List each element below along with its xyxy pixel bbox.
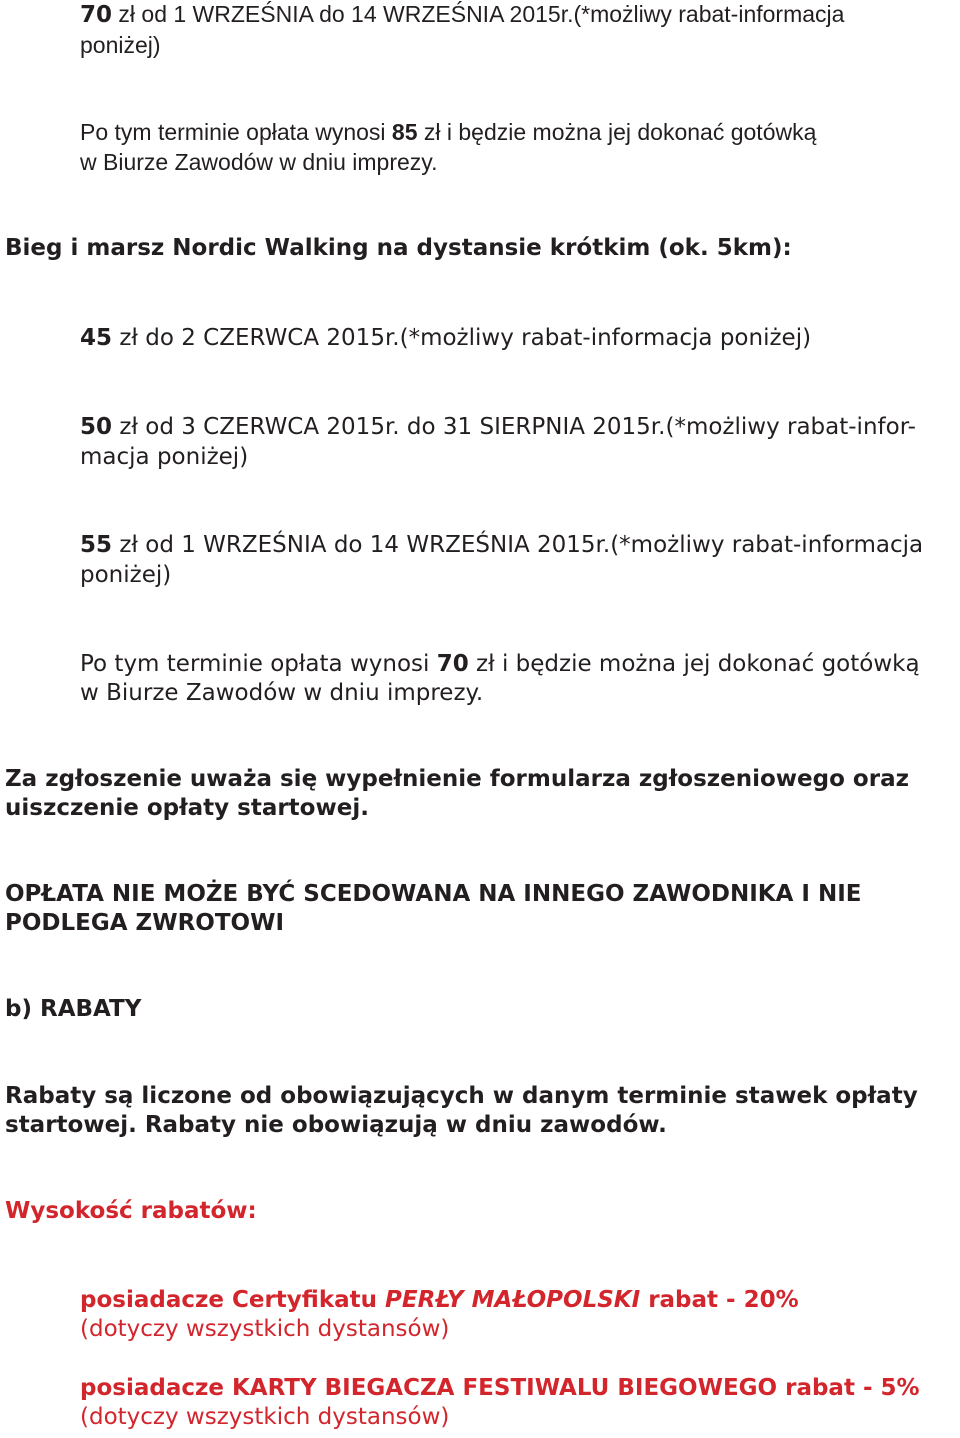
discount-amount-heading: Wysokość rabatów:	[5, 1198, 257, 1224]
registration-note-line2: uiszczenie opłaty startowej.	[5, 795, 369, 821]
price-line-55	[80, 531, 923, 560]
fee-note-line2: PODLEGA ZWROTOWI	[5, 910, 285, 936]
after-term-amount: 70	[436, 651, 469, 677]
discount-item-rate: rabat - 20%	[640, 1287, 799, 1313]
after-term-line-70-cont: w Biurze Zawodów w dniu imprezy.	[80, 680, 484, 706]
discount-item-text: posiadacze Certyfikatu	[80, 1287, 386, 1313]
after-term-text: Po tym terminie opłata wynosi	[80, 119, 392, 145]
price-line-50	[80, 413, 916, 442]
after-term-text-rest: zł i będzie można jej dokonać gotówką	[468, 651, 920, 677]
price-line-50-cont: macja poniżej)	[80, 444, 249, 470]
discount-item-karta: posiadacze KARTY BIEGACZA FESTIWALU BIEGOWEGO rabat - 5%	[80, 1375, 920, 1401]
discount-item-emphasis: PERŁY MAŁOPOLSKI	[385, 1287, 641, 1313]
price-amount: 50	[80, 414, 113, 440]
discounts-intro-line1: Rabaty są liczone od obowiązujących w danym terminie stawek opłaty	[5, 1083, 918, 1109]
price-line-45	[80, 324, 811, 353]
price-amount: 45	[80, 325, 113, 351]
after-term-line-70	[80, 650, 920, 679]
after-term-line-85	[80, 118, 816, 147]
discount-item-perly	[80, 1286, 799, 1315]
after-term-line-85-cont: w Biurze Zawodów w dniu imprezy.	[80, 149, 438, 175]
after-term-text-rest: zł i będzie można jej dokonać gotówką	[417, 119, 817, 145]
price-details: zł od 1 WRZEŚNIA do 14 WRZEŚNIA 2015r.(*możliwy rabat-informacja	[112, 1, 845, 27]
price-details: zł do 2 CZERWCA 2015r.(*możliwy rabat-informacja poniżej)	[112, 325, 812, 351]
price-line-70	[80, 0, 844, 30]
registration-note-line1: Za zgłoszenie uważa się wypełnienie formularza zgłoszeniowego oraz	[5, 766, 909, 792]
price-line-70-cont: poniżej)	[80, 32, 161, 58]
price-amount: 55	[80, 532, 113, 558]
price-details: zł od 3 CZERWCA 2015r. do 31 SIERPNIA 2015r.(*możliwy rabat-infor-	[112, 414, 916, 440]
after-term-amount: 85	[391, 119, 418, 145]
fee-note-line1: OPŁATA NIE MOŻE BYĆ SCEDOWANA NA INNEGO ZAWODNIKA I NIE	[5, 881, 862, 907]
price-amount: 70	[80, 2, 113, 28]
discount-item-karta-note: (dotyczy wszystkich dystansów)	[80, 1404, 450, 1430]
short-distance-heading: Bieg i marsz Nordic Walking na dystansie krótkim (ok. 5km):	[5, 235, 792, 261]
discount-item-perly-note: (dotyczy wszystkich dystansów)	[80, 1316, 450, 1342]
after-term-text: Po tym terminie opłata wynosi	[80, 651, 437, 677]
price-details: zł od 1 WRZEŚNIA do 14 WRZEŚNIA 2015r.(*możliwy rabat-informacja	[112, 532, 924, 558]
discounts-heading: b) RABATY	[5, 996, 142, 1022]
discounts-intro-line2: startowej. Rabaty nie obowiązują w dniu zawodów.	[5, 1112, 667, 1138]
price-line-55-cont: poniżej)	[80, 562, 172, 588]
